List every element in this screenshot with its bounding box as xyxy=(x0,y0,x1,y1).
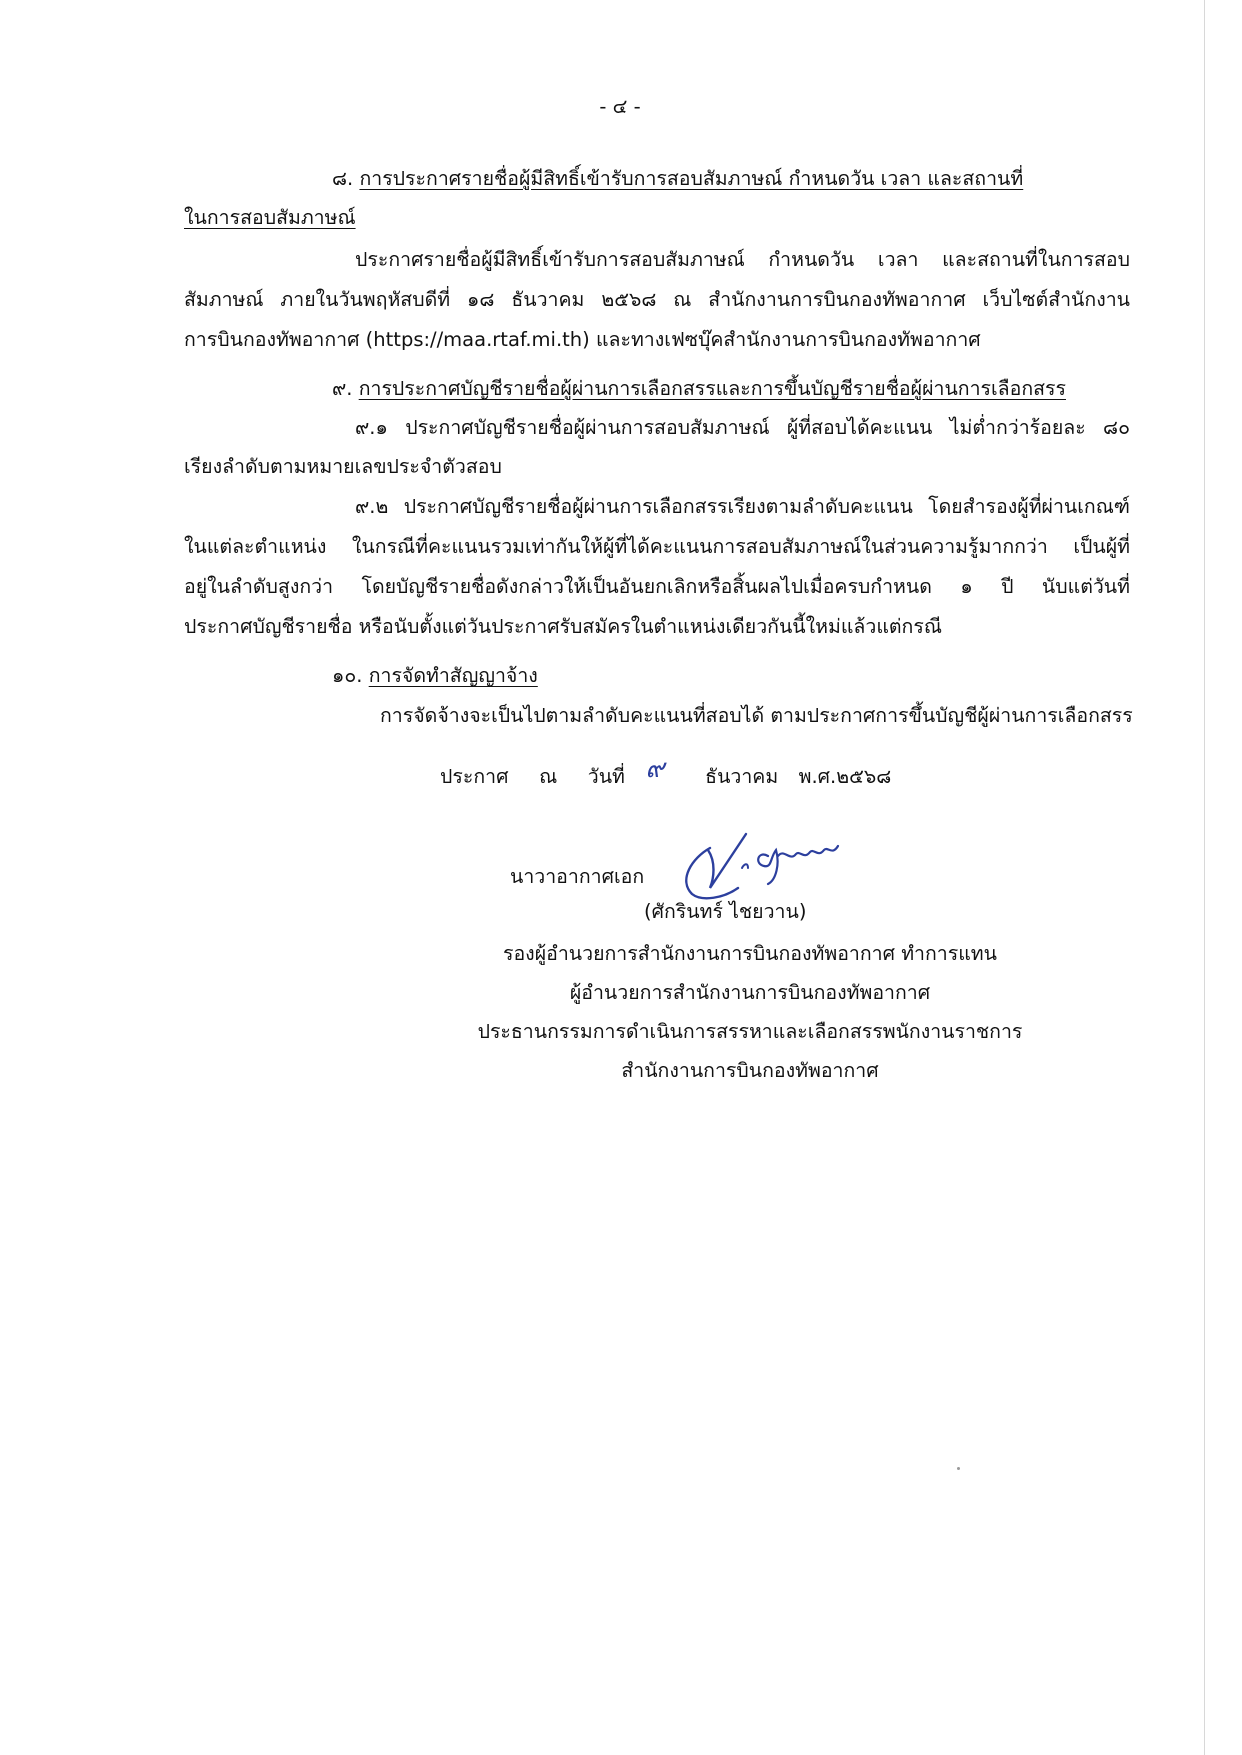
section-10-number: ๑๐. xyxy=(332,664,363,687)
scan-edge-line xyxy=(1204,0,1205,1755)
handwritten-signature xyxy=(672,828,852,908)
announcement-month: ธันวาคม xyxy=(705,765,779,788)
scan-speck xyxy=(957,1467,960,1470)
section-9-heading xyxy=(332,375,1066,403)
section-9-2-line-2: ในแต่ละตำแหน่ง ในกรณีที่คะแนนรวมเท่ากันให้ผู้ที่ได้คะแนนการสอบสัมภาษณ์ในส่วนความรู้มากกว่า เป็นผู้ที่ xyxy=(184,535,1130,558)
signatory-position-1: รองผู้อำนวยการสำนักงานการบินกองทัพอากาศ ทำการแทน xyxy=(503,942,997,965)
section-8-title-cont: ในการสอบสัมภาษณ์ xyxy=(184,206,356,229)
section-10-heading xyxy=(332,662,538,690)
announcement-at: ณ xyxy=(539,765,558,788)
section-10-title: การจัดทำสัญญาจ้าง xyxy=(368,664,538,687)
section-9-2-line-1: ๙.๒ ประกาศบัญชีรายชื่อผู้ผ่านการเลือกสรรเรียงตามลำดับคะแนน โดยสำรองผู้ที่ผ่านเกณฑ์ xyxy=(355,495,1130,518)
section-8-heading xyxy=(332,165,1023,193)
section-9-title: การประกาศบัญชีรายชื่อผู้ผ่านการเลือกสรรและการขึ้นบัญชีรายชื่อผู้ผ่านการเลือกสรร xyxy=(358,377,1066,400)
section-10-body: การจัดจ้างจะเป็นไปตามลำดับคะแนนที่สอบได้ ตามประกาศการขึ้นบัญชีผู้ผ่านการเลือกสรร xyxy=(380,704,1133,727)
section-8-heading-cont xyxy=(184,204,356,232)
announcement-day-label: วันที่ xyxy=(587,765,625,788)
announcement-date xyxy=(440,754,892,791)
section-9-number: ๙. xyxy=(332,377,353,400)
section-8-title: การประกาศรายชื่อผู้มีสิทธิ์เข้ารับการสอบสัมภาษณ์ กำหนดวัน เวลา และสถานที่ xyxy=(359,167,1024,190)
section-9-1-line-1: ๙.๑ ประกาศบัญชีรายชื่อผู้ผ่านการสอบสัมภาษณ์ ผู้ที่สอบได้คะแนน ไม่ต่ำกว่าร้อยละ ๘๐ xyxy=(355,416,1130,439)
section-8-body-line-2: สัมภาษณ์ ภายในวันพฤหัสบดีที่ ๑๘ ธันวาคม ๒๕๖๘ ณ สำนักงานการบินกองทัพอากาศ เว็บไซต์สำนักงาน xyxy=(184,288,1130,311)
signatory-name: (ศักรินทร์ ไชยวาน) xyxy=(644,900,807,923)
section-8-body-line-1: ประกาศรายชื่อผู้มีสิทธิ์เข้ารับการสอบสัมภาษณ์ กำหนดวัน เวลา และสถานที่ในการสอบ xyxy=(355,248,1130,271)
signatory-position-2: ผู้อำนวยการสำนักงานการบินกองทัพอากาศ xyxy=(569,981,931,1004)
signatory-position-3: ประธานกรรมการดำเนินการสรรหาและเลือกสรรพนักงานราชการ xyxy=(477,1020,1023,1043)
handwritten-day: ๙ xyxy=(645,754,665,784)
section-8-body-line-3: การบินกองทัพอากาศ (https://maa.rtaf.mi.th) และทางเฟซบุ๊คสำนักงานการบินกองทัพอากาศ xyxy=(184,328,981,351)
section-9-2-line-3: อยู่ในลำดับสูงกว่า โดยบัญชีรายชื่อดังกล่าวให้เป็นอันยกเลิกหรือสิ้นผลไปเมื่อครบกำหนด ๑ ปี นับแต่วันที่ xyxy=(184,575,1130,598)
page-number: - ๔ - xyxy=(599,95,641,118)
section-8-number: ๘. xyxy=(332,167,354,190)
section-9-2-line-4: ประกาศบัญชีรายชื่อ หรือนับตั้งแต่วันประกาศรับสมัครในตำแหน่งเดียวกันนี้ใหม่แล้วแต่กรณี xyxy=(184,615,942,638)
signatory-position-4: สำนักงานการบินกองทัพอากาศ xyxy=(621,1059,879,1082)
signatory-rank: นาวาอากาศเอก xyxy=(510,865,645,888)
announcement-prefix: ประกาศ xyxy=(440,765,509,788)
section-9-1-line-2: เรียงลำดับตามหมายเลขประจำตัวสอบ xyxy=(184,455,502,478)
announcement-year: พ.ศ.๒๕๖๘ xyxy=(798,765,892,788)
